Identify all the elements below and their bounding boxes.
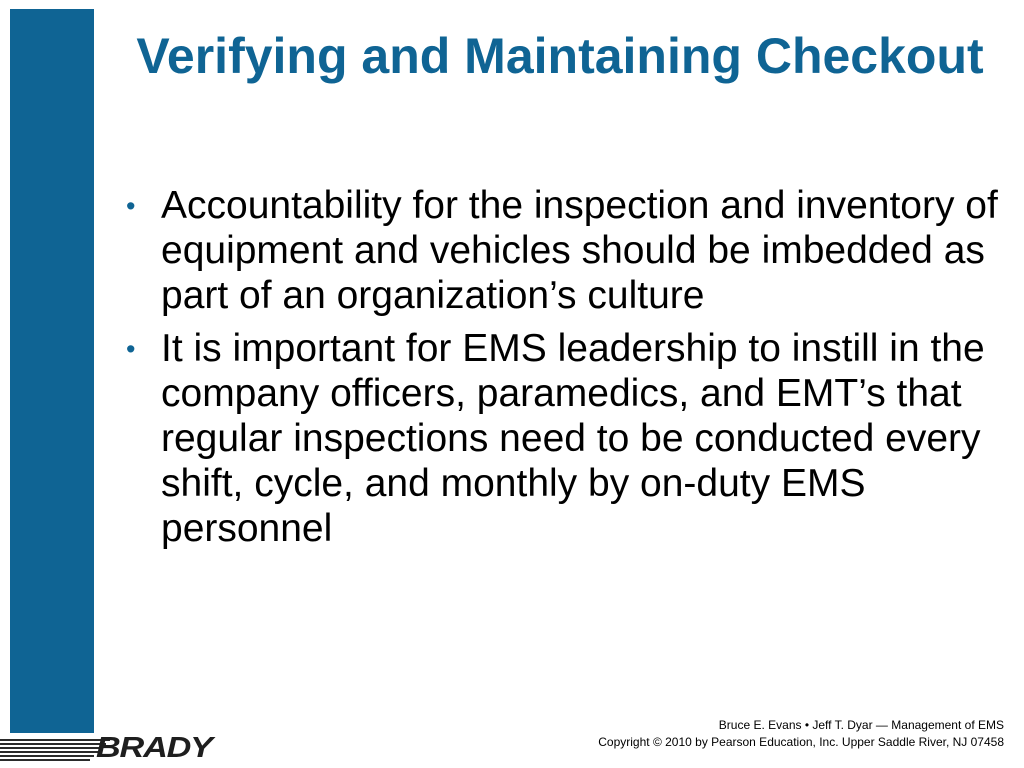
footer-credits: [598, 717, 1004, 751]
slide-title: Verifying and Maintaining Checkout: [136, 28, 984, 84]
footer-copyright: Copyright © 2010 by Pearson Education, Inc. Upper Saddle River, NJ 07458: [598, 735, 1004, 749]
bullet-text: Accountability for the inspection and inventory of equipment and vehicles should be imbedded as part of an organization’s culture: [161, 184, 998, 317]
publisher-logo: BRADY: [96, 732, 212, 764]
footer-authors: Bruce E. Evans • Jeff T. Dyar — Management of EMS: [718, 718, 1004, 732]
bullet-list: [124, 183, 1004, 559]
bullet-item: [124, 326, 1004, 551]
bullet-text: It is important for EMS leadership to instill in the company officers, paramedics, and EMT’s that regular inspections need to be conducted every shift, cycle, and monthly by on-duty EMS personnel: [161, 327, 985, 550]
bullet-item: [124, 183, 1004, 318]
side-accent-bar: [10, 9, 94, 733]
bullet-icon: •: [126, 191, 136, 221]
bullet-icon: •: [126, 334, 136, 364]
